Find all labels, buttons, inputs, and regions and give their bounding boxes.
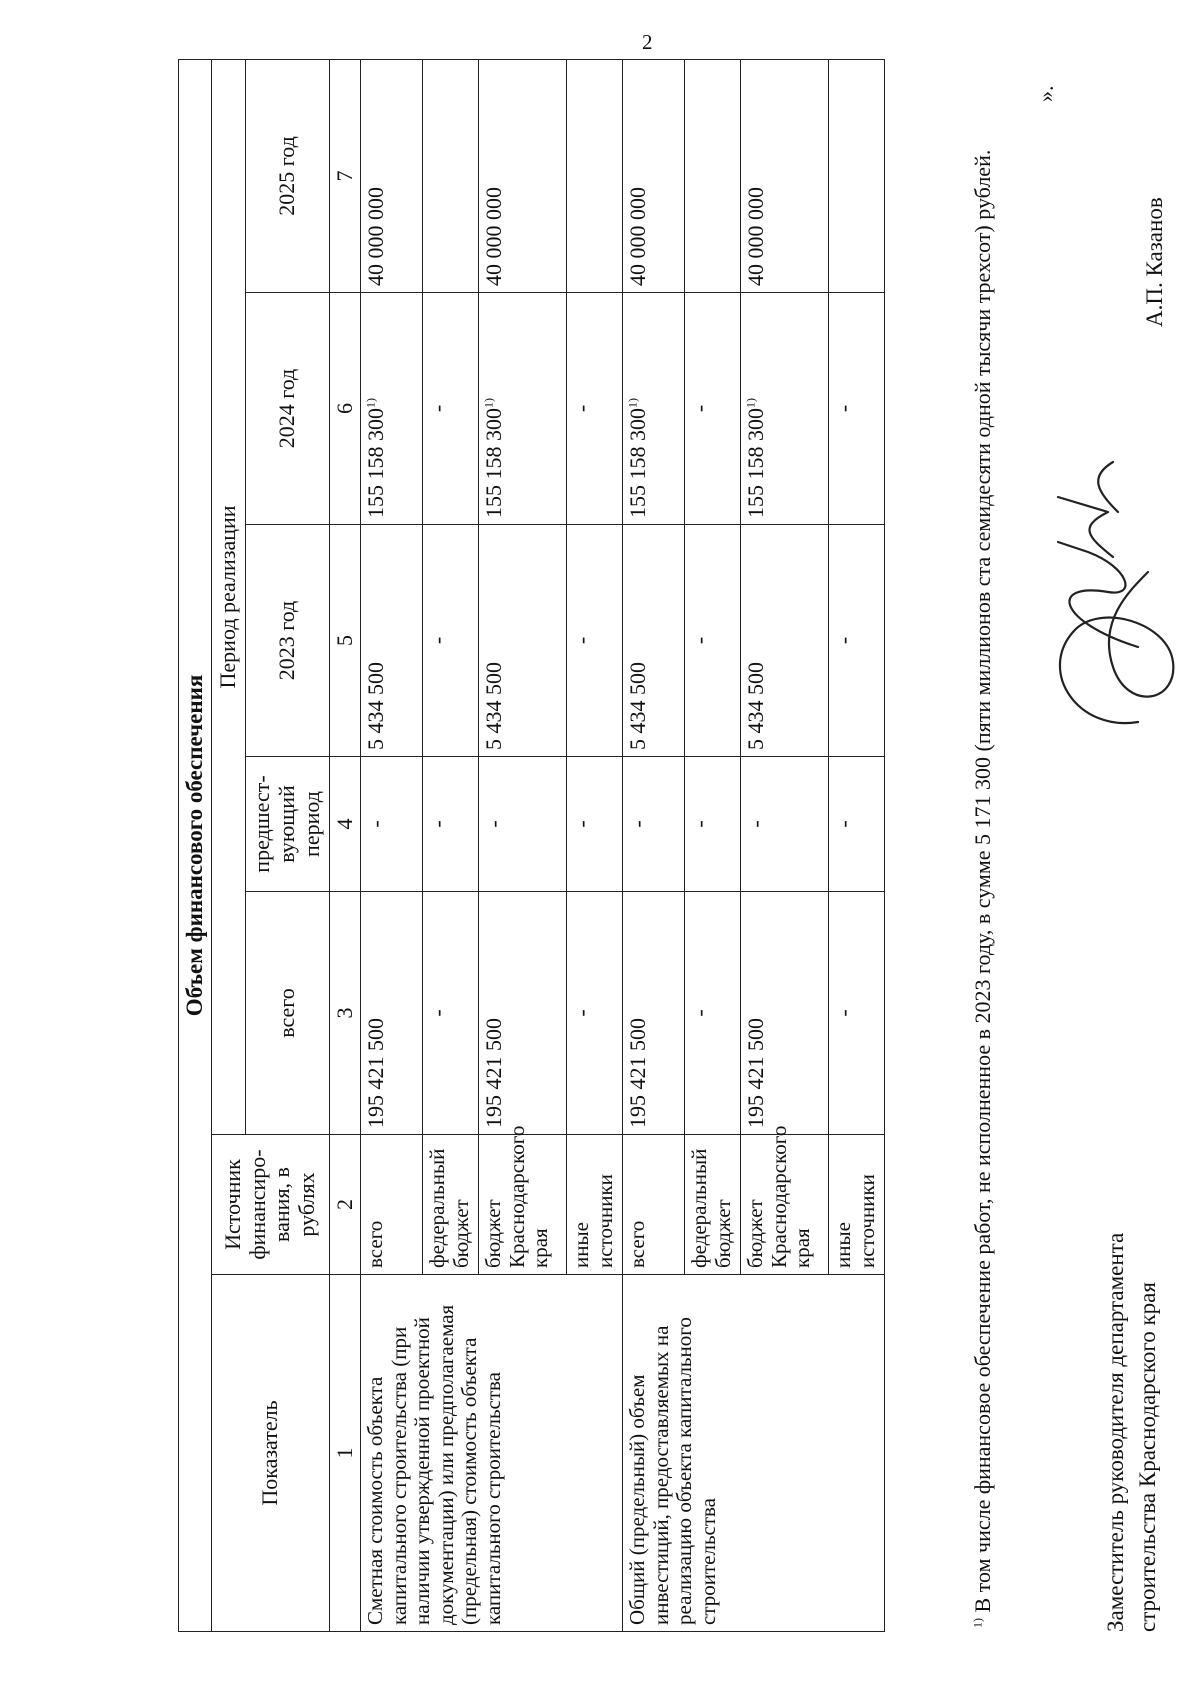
- y2024-cell: [741, 293, 829, 525]
- y2024-value: 155 158 300: [625, 408, 651, 518]
- table-title: Объем финансового обеспечения: [179, 59, 212, 1631]
- total-cell: -: [829, 892, 885, 1135]
- table-row: [361, 59, 423, 1631]
- y2023-cell: -: [829, 525, 885, 757]
- header-2023: 2023 год: [245, 525, 329, 757]
- y2025-cell: [829, 59, 885, 292]
- y2023-cell: 5 434 500: [623, 525, 685, 757]
- y2024-cell: [623, 293, 685, 525]
- previous-cell: -: [829, 757, 885, 892]
- total-cell: -: [685, 892, 741, 1135]
- footnote-ref: 1): [626, 398, 641, 408]
- signatory-role: [1100, 1233, 1163, 1632]
- signatory-name: А.П. Казанов: [1142, 197, 1167, 327]
- source-cell: бюджет Краснодарского края: [741, 1135, 829, 1275]
- signatory-role-line: Заместитель руководителя департамента: [1103, 1232, 1128, 1632]
- col-number: 2: [329, 1135, 361, 1275]
- y2024-cell: -: [423, 293, 479, 525]
- source-cell: иные источники: [829, 1135, 885, 1275]
- y2025-cell: [567, 59, 623, 292]
- y2023-cell: 5 434 500: [479, 525, 567, 757]
- source-cell: иные источники: [567, 1135, 623, 1275]
- indicator-cell: Общий (предельный) объем инвестиций, предоставляемых на реализацию объекта капитального строительства: [623, 1275, 885, 1632]
- source-cell: бюджет Краснодарского края: [479, 1135, 567, 1275]
- handwritten-signature: [1018, 452, 1188, 742]
- y2024-cell: [361, 293, 423, 525]
- header-previous: предшест-вующий период: [245, 757, 329, 892]
- header-2024: 2024 год: [245, 293, 329, 525]
- y2025-cell: [423, 59, 479, 292]
- previous-cell: -: [567, 757, 623, 892]
- footnote: [968, 64, 998, 1628]
- total-cell: -: [423, 892, 479, 1135]
- col-number: 4: [329, 757, 361, 892]
- total-cell: 195 421 500: [361, 892, 423, 1135]
- previous-cell: -: [423, 757, 479, 892]
- col-number: 7: [329, 59, 361, 292]
- previous-cell: -: [685, 757, 741, 892]
- y2023-cell: 5 434 500: [741, 525, 829, 757]
- y2024-cell: -: [685, 293, 741, 525]
- total-cell: -: [567, 892, 623, 1135]
- previous-cell: -: [741, 757, 829, 892]
- y2023-cell: -: [567, 525, 623, 757]
- footnote-ref: 1): [482, 398, 497, 408]
- header-indicator: Показатель: [211, 1275, 329, 1632]
- y2025-cell: 40 000 000: [361, 59, 423, 292]
- page-number: 2: [642, 30, 653, 54]
- previous-cell: -: [479, 757, 567, 892]
- y2023-cell: 5 434 500: [361, 525, 423, 757]
- footnote-marker: 1): [970, 1618, 985, 1628]
- header-total: всего: [245, 892, 329, 1135]
- y2024-cell: [479, 293, 567, 525]
- footnote-ref: 1): [744, 398, 759, 408]
- col-number: 6: [329, 293, 361, 525]
- y2023-cell: -: [423, 525, 479, 757]
- total-cell: 195 421 500: [623, 892, 685, 1135]
- indicator-cell: Сметная стоимость объекта капитального строительства (при наличии утвержденной проектной документации) или предполагаемая (предельная) стоимость объекта капитального строительства: [361, 1275, 623, 1632]
- col-number: 1: [329, 1275, 361, 1632]
- closing-quote: ».: [1033, 85, 1058, 102]
- y2024-cell: -: [829, 293, 885, 525]
- footnote-ref: 1): [364, 398, 379, 408]
- previous-cell: -: [623, 757, 685, 892]
- total-cell: 195 421 500: [741, 892, 829, 1135]
- header-period: Период реализации: [211, 59, 245, 1134]
- source-cell: всего: [623, 1135, 685, 1275]
- source-cell: всего: [361, 1135, 423, 1275]
- header-source: Источник финансиро-вания, в рублях: [211, 1135, 329, 1275]
- financing-table: [178, 59, 885, 1632]
- source-cell: федеральный бюджет: [685, 1135, 741, 1275]
- source-cell: федеральный бюджет: [423, 1135, 479, 1275]
- y2025-cell: [685, 59, 741, 292]
- footnote-text: В том числе финансовое обеспечение работ, не исполненное в 2023 году, в сумме 5 171 300 (пяти миллионов ста семидесяти одной тысячи трехсот) рублей.: [970, 149, 995, 1618]
- signatory-role-line: строительства Краснодарского края: [1134, 1282, 1160, 1632]
- col-number: 5: [329, 525, 361, 757]
- total-cell: 195 421 500: [479, 892, 567, 1135]
- y2024-value: 155 158 300: [743, 408, 769, 518]
- previous-cell: -: [361, 757, 423, 892]
- y2025-cell: 40 000 000: [623, 59, 685, 292]
- y2024-value: 155 158 300: [481, 408, 507, 518]
- y2023-cell: -: [685, 525, 741, 757]
- header-2025: 2025 год: [245, 59, 329, 292]
- y2025-cell: 40 000 000: [741, 59, 829, 292]
- y2024-cell: -: [567, 293, 623, 525]
- y2024-value: 155 158 300: [363, 408, 389, 518]
- rotated-content: [178, 60, 1198, 1632]
- col-number: 3: [329, 892, 361, 1135]
- y2025-cell: 40 000 000: [479, 59, 567, 292]
- table-row: [623, 59, 685, 1631]
